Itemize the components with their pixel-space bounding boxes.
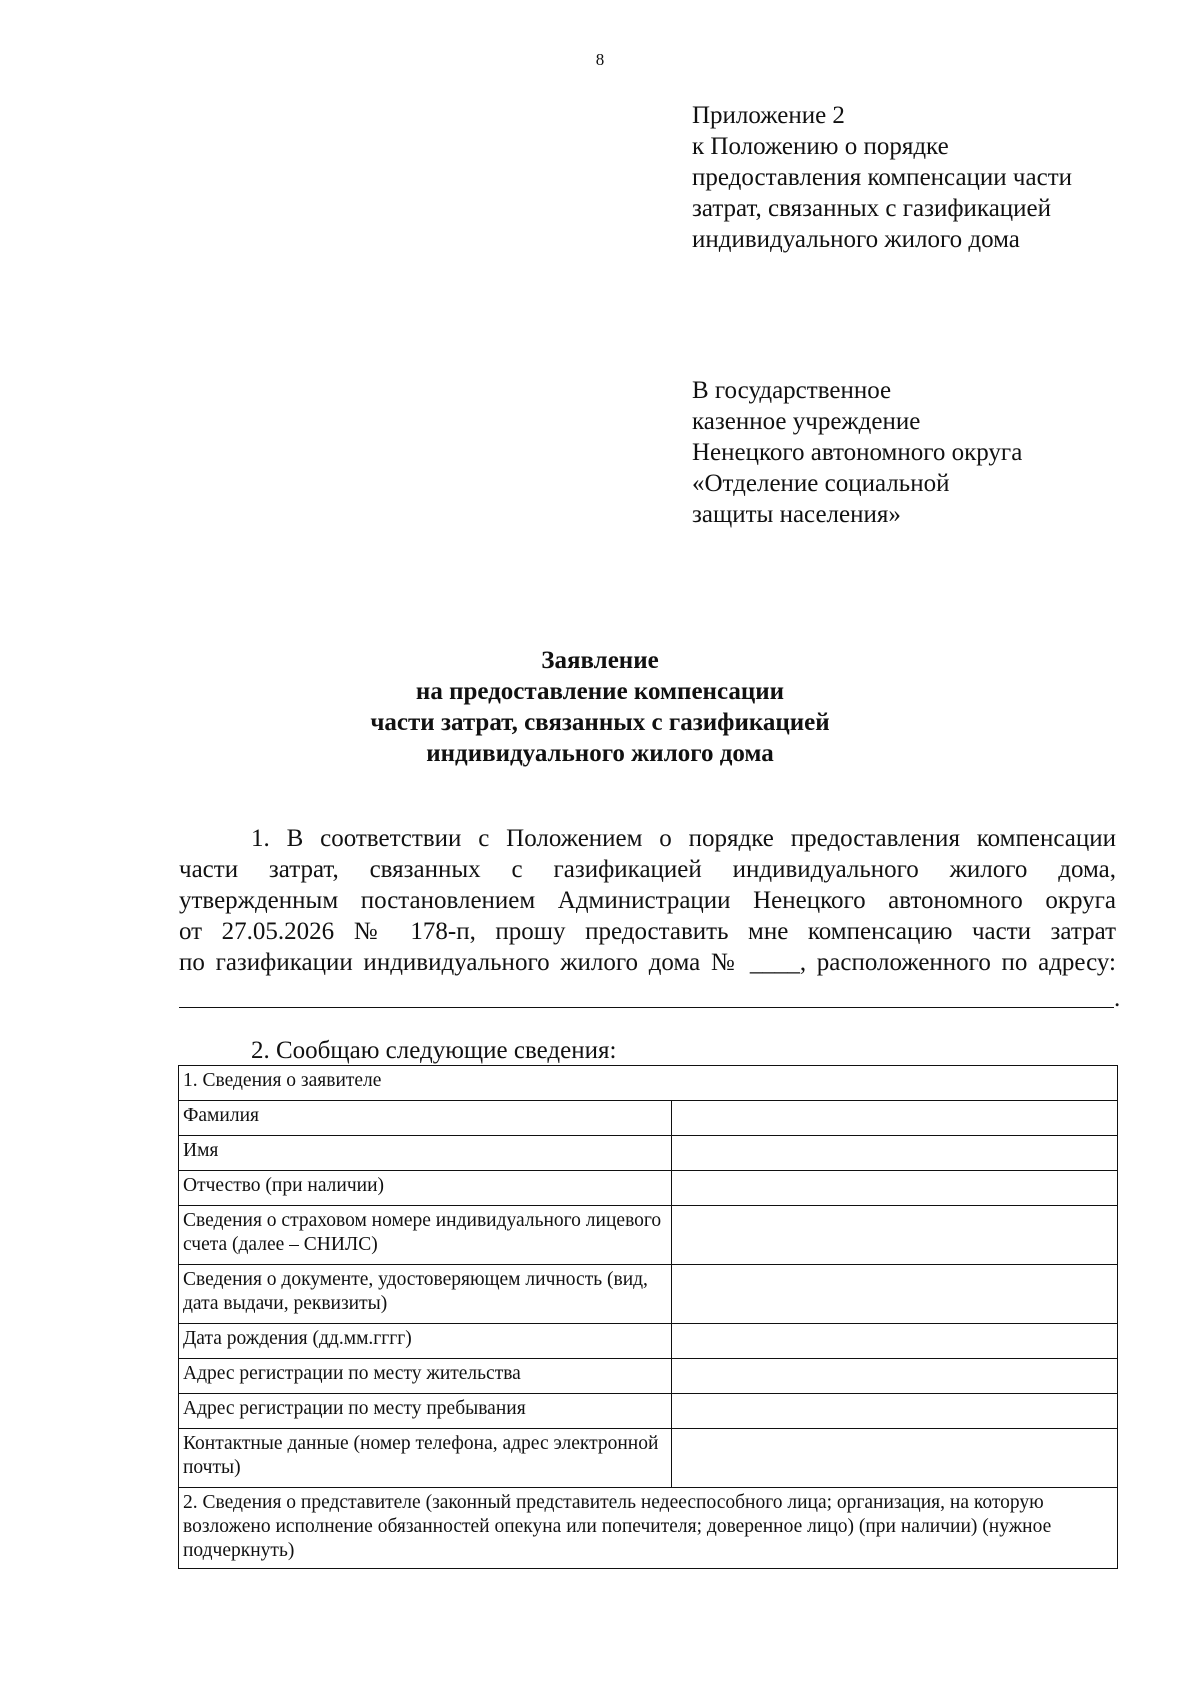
row-value-cell[interactable]: [672, 1136, 1118, 1171]
table-row: [179, 1429, 1118, 1488]
appendix-line: затрат, связанных с газификацией: [692, 195, 1052, 222]
appendix-note: [692, 100, 1072, 255]
page-number: 8: [595, 50, 605, 69]
paragraph-1-line: от 27.05.2026 № 178-п, прошу предоставить мне компенсацию части затрат: [179, 918, 1116, 945]
row-label: Отчество (при наличии): [179, 1171, 672, 1206]
row-label: Фамилия: [179, 1101, 672, 1136]
row-value-cell[interactable]: [672, 1206, 1118, 1265]
paragraph-1-line: 1. В соответствии с Положением о порядке предоставления компенсации: [251, 825, 1116, 852]
table-row: [179, 1394, 1118, 1429]
addressee-line: казенное учреждение: [692, 408, 921, 435]
row-label: Контактные данные (номер телефона, адрес электронной почты): [179, 1429, 672, 1488]
appendix-line: предоставления компенсации части: [692, 164, 1072, 191]
paragraph-1-line: утвержденным постановлением Администрации Ненецкого автономного округа: [179, 887, 1116, 914]
appendix-line: индивидуального жилого дома: [692, 226, 1020, 253]
title-line: индивидуального жилого дома: [426, 740, 774, 767]
addressee-line: В государственное: [692, 377, 892, 404]
addressee-line: «Отделение социальной: [692, 470, 950, 497]
section-1-header: 1. Сведения о заявителе: [179, 1066, 1118, 1101]
section-2-header: 2. Сведения о представителе (законный представитель недееспособного лица; организация, на которую возложено исполнение обязанностей опекуна или попечителя; доверенное лицо) (при наличии) (нужное подчеркнуть): [179, 1488, 1118, 1569]
paragraph-2: 2. Сообщаю следующие сведения:: [251, 1037, 617, 1064]
table-row: [179, 1206, 1118, 1265]
row-value-cell[interactable]: [672, 1429, 1118, 1488]
row-label: Сведения о страховом номере индивидуального лицевого счета (далее – СНИЛС): [179, 1206, 672, 1265]
table-row: [179, 1359, 1118, 1394]
title-line: части затрат, связанных с газификацией: [370, 709, 830, 736]
table-row: [179, 1136, 1118, 1171]
paragraph-1-line: части затрат, связанных с газификацией индивидуального жилого дома,: [179, 856, 1116, 883]
address-blank-line: [179, 1007, 1114, 1008]
address-blank-period: .: [1114, 985, 1121, 1012]
title-line: на предоставление компенсации: [415, 678, 785, 705]
table-row: [179, 1324, 1118, 1359]
row-label: Сведения о документе, удостоверяющем личность (вид, дата выдачи, реквизиты): [179, 1265, 672, 1324]
row-label: Имя: [179, 1136, 672, 1171]
table-row: [179, 1171, 1118, 1206]
applicant-info-table: [178, 1065, 1118, 1569]
row-value-cell[interactable]: [672, 1324, 1118, 1359]
paragraph-1: [179, 823, 1116, 978]
paragraph-1-line: по газификации индивидуального жилого дома № ____, расположенного по адресу:: [179, 949, 1116, 976]
table-row: [179, 1101, 1118, 1136]
row-value-cell[interactable]: [672, 1359, 1118, 1394]
row-value-cell[interactable]: [672, 1394, 1118, 1429]
row-label: Адрес регистрации по месту жительства: [179, 1359, 672, 1394]
title-line: Заявление: [541, 647, 659, 674]
row-label: Адрес регистрации по месту пребывания: [179, 1394, 672, 1429]
addressee-line: Ненецкого автономного округа: [692, 439, 1023, 466]
document-title: [0, 645, 1200, 769]
addressee-block: [692, 375, 1022, 530]
row-value-cell[interactable]: [672, 1265, 1118, 1324]
addressee-line: защиты населения»: [692, 501, 901, 528]
appendix-line: Приложение 2: [692, 102, 845, 129]
appendix-line: к Положению о порядке: [692, 133, 949, 160]
row-value-cell[interactable]: [672, 1101, 1118, 1136]
table-row: [179, 1265, 1118, 1324]
row-label: Дата рождения (дд.мм.гггг): [179, 1324, 672, 1359]
row-value-cell[interactable]: [672, 1171, 1118, 1206]
